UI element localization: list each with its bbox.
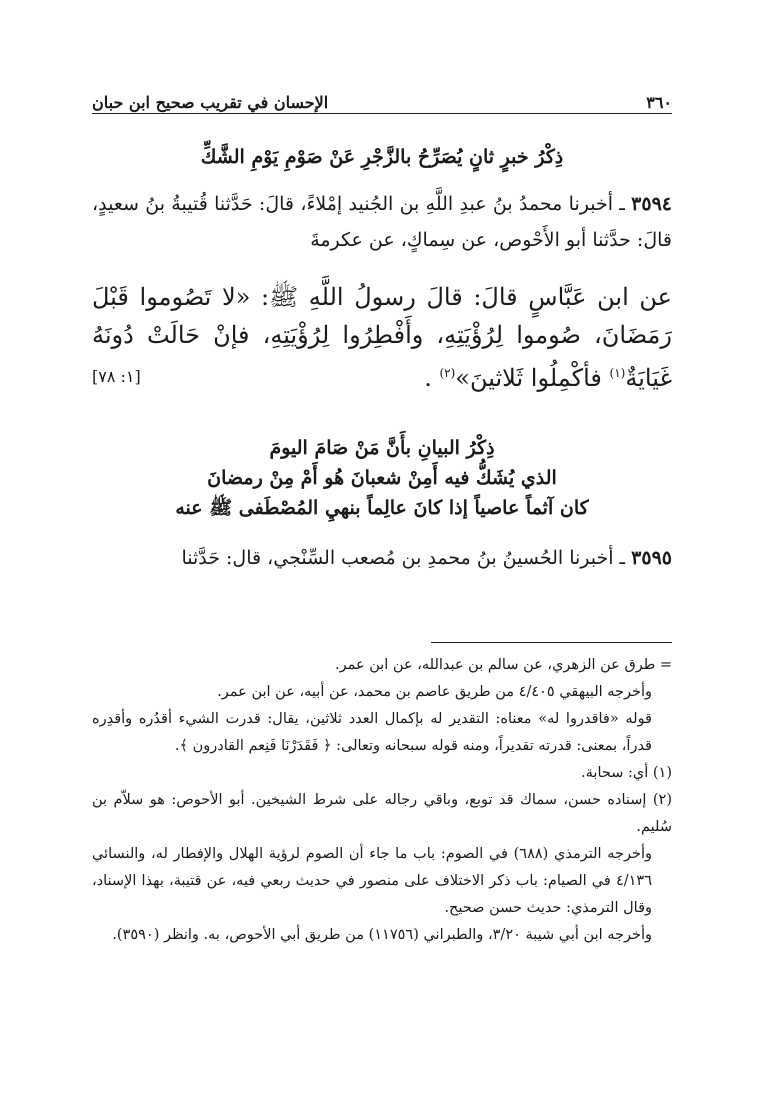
footnote-ref-2: (٢) xyxy=(439,366,456,380)
hadith-number: ٣٥٩٥ xyxy=(631,547,672,569)
chapter-heading-1-text: ذِكْرُ خبرٍ ثانٍ يُصَرِّحُ بالزَّجْرِ عَنْ صَوْمِ يَوْمِ الشَّكِّ xyxy=(200,146,564,168)
hadith-3594-isnad xyxy=(92,186,672,258)
book-title: الإحسان في تقريب صحيح ابن حبان xyxy=(92,93,329,112)
hadith-matn-text: عن ابن عَبَّاسٍ قالَ: قالَ رسولُ اللَّهِ ﷺ: «لا تَصُوموا قَبْلَ رَمَضَانَ، صُوموا لِرُؤْيَتِهِ، وأَفْطِرُوا لِرُؤْيَتِهِ، فإنْ حَالَتْ دُونَهُ غَيَايَةٌ xyxy=(92,283,672,392)
page-number: ٣٦٠ xyxy=(646,93,672,112)
footnote-ref-1: (١) xyxy=(609,366,626,380)
hadith-isnad-text: ـ أخبرنا محمدُ بنُ عبدِ اللَّهِ بن الجُنيد إمْلاءً، قالَ: حَدَّثنا قُتيبةُ بنُ سعيدٍ، قالَ: حدَّثنا أبو الأَحْوص، عن سِماكٍ، عن عكرمةَ xyxy=(92,193,672,251)
chapter-heading-1 xyxy=(92,142,672,172)
hadith-matn-end: فأكْمِلُوا ثَلاثينَ» xyxy=(455,364,610,392)
hadith-matn-close: . xyxy=(424,364,440,392)
hadith-isnad-text: ـ أخبرنا الحُسينُ بنُ محمدِ بن مُصعب السِّنْجي، قال: حَدَّثنا xyxy=(181,547,632,569)
hadith-3594-matn xyxy=(92,278,672,397)
hadith-3595-isnad xyxy=(92,540,672,576)
footnote-divider xyxy=(431,642,672,643)
hadith-number: ٣٥٩٤ xyxy=(631,193,672,215)
footnote-paragraph: وأخرجه الترمذي (٦٨٨) في الصوم: باب ما جاء أن الصوم لرؤية الهلال والإفطار له، والنسائي ٤/١٣٦ في الصيام: باب ذكر الاختلاف على منصور في حديث ربعي فيه، عن قتيبة، بهذا الإسناد، وقال الترمذي: حديث حسن صحيح. xyxy=(92,846,652,916)
footnote-1: (١) أي: سحابة. xyxy=(581,765,672,781)
chapter-heading-2-line1: ذِكْرُ البيانِ بأَنَّ مَنْ صَامَ اليومَ xyxy=(269,437,495,459)
footnote-continuation: = طرق عن الزهري، عن سالم بن عبدالله، عن ابن عمر. xyxy=(334,657,672,673)
running-header xyxy=(92,86,672,112)
header-divider xyxy=(92,113,672,114)
footnotes xyxy=(92,652,672,949)
footnote-paragraph: وأخرجه البيهقي ٤/٤٠٥ من طريق عاصم بن محمد، عن أبيه، عن ابن عمر. xyxy=(217,684,652,700)
footnote-paragraph: وأخرجه ابن أبي شيبة ٣/٢٠، والطبراني (١١٧٥٦) من طريق أبي الأحوص، به. وانظر (٣٥٩٠). xyxy=(112,927,652,943)
footnote-paragraph: قوله «فاقدروا له» معناه: التقدير له بإكمال العدد ثلاثين، يقال: قدرت الشيء أقدُره وأقدِره قدراً، بمعنى: قدرته تقديراً، ومنه قوله سبحانه وتعالى: ﴿ فَقَدَرْنَا فَنِعم القادرون ﴾. xyxy=(92,711,652,754)
reference-tag: [١: ٧٨] xyxy=(92,367,141,386)
chapter-heading-2-line3: كان آثماً عاصياً إذا كانَ عالِماً بنهيِ المُصْطَفى ﷺ عنه xyxy=(175,497,589,519)
chapter-heading-2 xyxy=(92,433,672,523)
chapter-heading-2-line2: الذي يُشَكُّ فيه أَمِنْ شعبانَ هُو أَمْ مِنْ رمضانَ xyxy=(207,467,557,489)
footnote-2: (٢) إسناده حسن، سماك قد توبع، وباقي رجاله على شرط الشيخين. أبو الأحوص: هو سلاّم بن سُليم. xyxy=(92,792,672,835)
